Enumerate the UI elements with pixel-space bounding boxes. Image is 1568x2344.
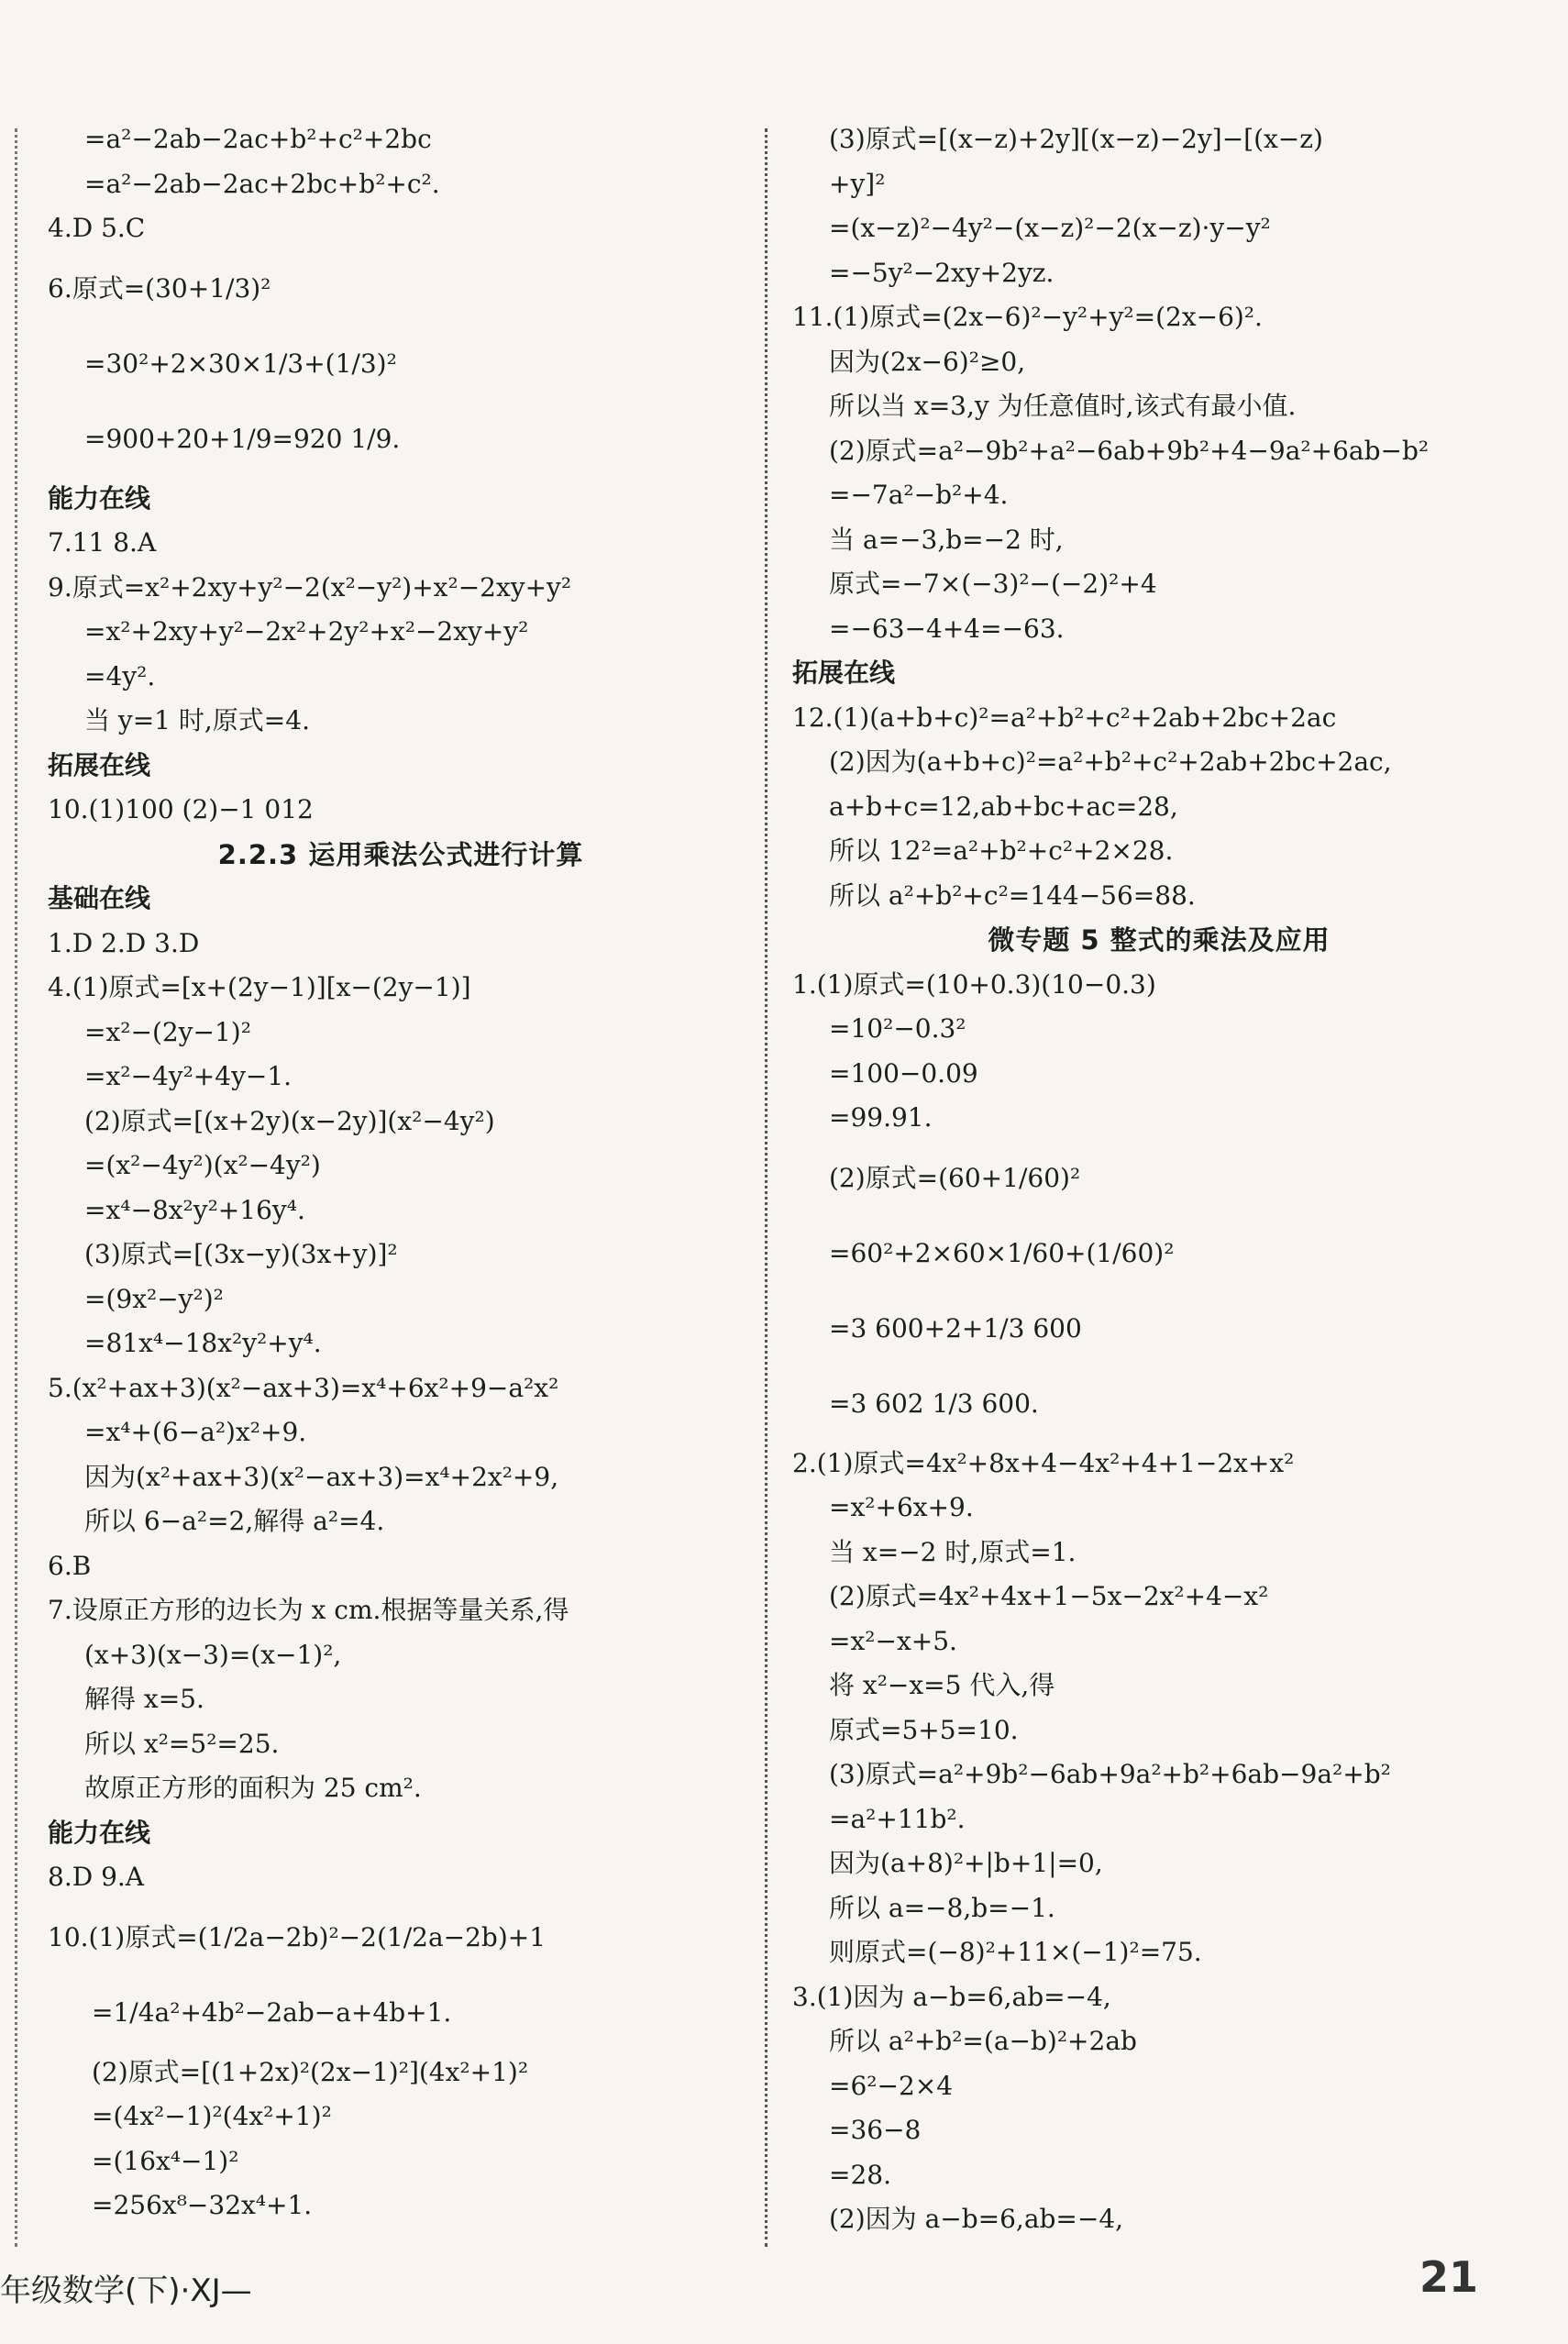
- answer-line: =99.91.: [829, 1102, 933, 1133]
- answer-line: =4y².: [84, 660, 156, 691]
- answer-line: (x+3)(x−3)=(x−1)²,: [84, 1639, 342, 1670]
- answer-line: 当 a=−3,b=−2 时,: [829, 524, 1064, 555]
- answer-line: (2)原式=a²−9b²+a²−6ab+9b²+4−9a²+6ab−b²: [829, 435, 1430, 466]
- answer-line: 5.(x²+ax+3)(x²−ax+3)=x⁴+6x²+9−a²x²: [48, 1372, 559, 1403]
- answer-line: 当 x=−2 时,原式=1.: [829, 1536, 1077, 1567]
- answer-line: =256x⁸−32x⁴+1.: [92, 2190, 313, 2220]
- answer-line: (3)原式=[(3x−y)(3x+y)]²: [84, 1239, 398, 1269]
- answer-line: 所以 x²=5²=25.: [84, 1728, 280, 1759]
- answer-line: =28.: [829, 2159, 891, 2190]
- section-title: 2.2.3 运用乘法公式进行计算: [217, 838, 584, 870]
- answer-line: =(4x²−1)²(4x²+1)²: [92, 2101, 332, 2131]
- answer-line: =30²+2×30×1/3+(1/3)²: [84, 348, 397, 379]
- answer-line: (3)原式=a²+9b²−6ab+9a²+b²+6ab−9a²+b²: [829, 1759, 1391, 1789]
- answer-line: =−5y²−2xy+2yz.: [829, 257, 1055, 288]
- answer-line: =100−0.09: [829, 1057, 978, 1089]
- answer-line: 当 y=1 时,原式=4.: [84, 705, 310, 735]
- answer-line: =36−8: [829, 2115, 922, 2145]
- answer-line: =−7a²−b²+4.: [829, 480, 1009, 510]
- section-heading: 能力在线: [48, 1817, 151, 1848]
- page-edge-line: [15, 128, 17, 2247]
- answer-line: =a²+11b².: [829, 1803, 966, 1834]
- right-column: [792, 117, 1526, 2242]
- footer-book-title: 年级数学(下)·XJ—: [0, 2272, 252, 2309]
- answer-line: 4.(1)原式=[x+(2y−1)][x−(2y−1)]: [48, 972, 471, 1002]
- answer-line: =(16x⁴−1)²: [92, 2145, 239, 2176]
- answer-line: =a²−2ab−2ac+2bc+b²+c².: [84, 168, 440, 199]
- answer-line: =x²+2xy+y²−2x²+2y²+x²−2xy+y²: [84, 616, 529, 647]
- answer-line: =a²−2ab−2ac+b²+c²+2bc: [84, 124, 432, 154]
- answer-line: 故原正方形的面积为 25 cm².: [84, 1773, 422, 1803]
- page-number: 21: [1419, 2252, 1479, 2302]
- answer-line: 7.设原正方形的边长为 x cm.根据等量关系,得: [48, 1595, 569, 1625]
- answer-line: 因为(a+8)²+|b+1|=0,: [829, 1848, 1103, 1878]
- answer-line: 3.(1)因为 a−b=6,ab=−4,: [792, 1981, 1111, 2012]
- answer-line: a+b+c=12,ab+bc+ac=28,: [829, 791, 1178, 822]
- answer-line: 所以 6−a²=2,解得 a²=4.: [84, 1506, 385, 1536]
- answer-line: (2)原式=[(x+2y)(x−2y)](x²−4y²): [84, 1105, 495, 1136]
- answer-line: 4.D 5.C: [48, 213, 146, 243]
- answer-line: =(x²−4y²)(x²−4y²): [84, 1150, 321, 1180]
- answer-line: 解得 x=5.: [84, 1684, 204, 1714]
- answer-line: 所以当 x=3,y 为任意值时,该式有最小值.: [829, 391, 1297, 421]
- answer-line: =3 602 1/3 600.: [829, 1388, 1039, 1419]
- answer-line: (2)原式=[(1+2x)²(2x−1)²](4x²+1)²: [92, 2056, 529, 2087]
- answer-line: =10²−0.3²: [829, 1013, 966, 1044]
- answer-line: 10.(1)原式=(1/2a−2b)²−2(1/2a−2b)+1: [48, 1921, 547, 1952]
- answer-line: 9.原式=x²+2xy+y²−2(x²−y²)+x²−2xy+y²: [48, 571, 572, 603]
- answer-line: =x⁴+(6−a²)x²+9.: [84, 1417, 307, 1447]
- answer-line: 原式=5+5=10.: [829, 1714, 1019, 1745]
- answer-line: 则原式=(−8)²+11×(−1)²=75.: [829, 1937, 1202, 1967]
- answer-line: 原式=−7×(−3)²−(−2)²+4: [829, 569, 1157, 599]
- section-heading: 拓展在线: [792, 658, 896, 688]
- answer-line: 所以 a²+b²+c²=144−56=88.: [829, 879, 1196, 911]
- answer-line: 10.(1)100 (2)−1 012: [48, 794, 314, 824]
- answer-line: 将 x²−x=5 代入,得: [829, 1670, 1055, 1700]
- answer-line: 所以 a=−8,b=−1.: [829, 1892, 1055, 1923]
- answer-line: 6.原式=(30+1/3)²: [48, 272, 271, 304]
- answer-line: 1.(1)原式=(10+0.3)(10−0.3): [792, 968, 1156, 1000]
- section-heading: 能力在线: [48, 482, 151, 514]
- answer-line: (2)因为 a−b=6,ab=−4,: [829, 2204, 1124, 2234]
- answer-line: =x²−x+5.: [829, 1625, 957, 1656]
- answer-line: +y]²: [829, 168, 886, 199]
- section-heading: 基础在线: [48, 883, 151, 913]
- answer-line: 6.B: [48, 1550, 92, 1581]
- answer-line: =900+20+1/9=920 1/9.: [84, 423, 401, 454]
- answer-line: 1.D 2.D 3.D: [48, 927, 200, 958]
- answer-line: (3)原式=[(x−z)+2y][(x−z)−2y]−[(x−z): [829, 124, 1323, 154]
- answer-line: 8.D 9.A: [48, 1862, 144, 1892]
- answer-line: 因为(2x−6)²≥0,: [829, 346, 1026, 377]
- answer-line: =x²+6x+9.: [829, 1492, 974, 1522]
- answer-line: 12.(1)(a+b+c)²=a²+b²+c²+2ab+2bc+2ac: [792, 702, 1337, 733]
- answer-line: =6²−2×4: [829, 2070, 954, 2101]
- answer-line: (2)原式=4x²+4x+1−5x−2x²+4−x²: [829, 1581, 1269, 1611]
- answer-line: 11.(1)原式=(2x−6)²−y²+y²=(2x−6)².: [792, 302, 1263, 332]
- answer-line: 2.(1)原式=4x²+8x+4−4x²+4+1−2x+x²: [792, 1447, 1295, 1478]
- answer-line: 7.11 8.A: [48, 527, 157, 558]
- answer-line: =x²−(2y−1)²: [84, 1016, 251, 1047]
- answer-line: =60²+2×60×1/60+(1/60)²: [829, 1237, 1175, 1268]
- answer-line: 因为(x²+ax+3)(x²−ax+3)=x⁴+2x²+9,: [84, 1461, 559, 1492]
- left-column: [48, 117, 754, 2228]
- section-title: 微专题 5 整式的乘法及应用: [988, 924, 1331, 956]
- answer-line: (2)因为(a+b+c)²=a²+b²+c²+2ab+2bc+2ac,: [829, 746, 1392, 777]
- answer-line: =81x⁴−18x²y²+y⁴.: [84, 1328, 322, 1358]
- answer-line: 所以 12²=a²+b²+c²+2×28.: [829, 835, 1174, 866]
- answer-line: =1/4a²+4b²−2ab−a+4b+1.: [92, 1996, 452, 2028]
- answer-line: =x⁴−8x²y²+16y⁴.: [84, 1194, 305, 1225]
- answer-line: =−63−4+4=−63.: [829, 613, 1065, 644]
- answer-line: (2)原式=(60+1/60)²: [829, 1162, 1081, 1193]
- answer-line: =3 600+2+1/3 600: [829, 1312, 1082, 1343]
- answer-line: =(9x²−y²)²: [84, 1283, 224, 1314]
- section-heading: 拓展在线: [48, 749, 151, 780]
- answer-line: 所以 a²+b²=(a−b)²+2ab: [829, 2026, 1137, 2056]
- answer-line: =x²−4y²+4y−1.: [84, 1061, 293, 1091]
- column-divider: [765, 128, 767, 2247]
- answer-line: =(x−z)²−4y²−(x−z)²−2(x−z)·y−y²: [829, 213, 1271, 243]
